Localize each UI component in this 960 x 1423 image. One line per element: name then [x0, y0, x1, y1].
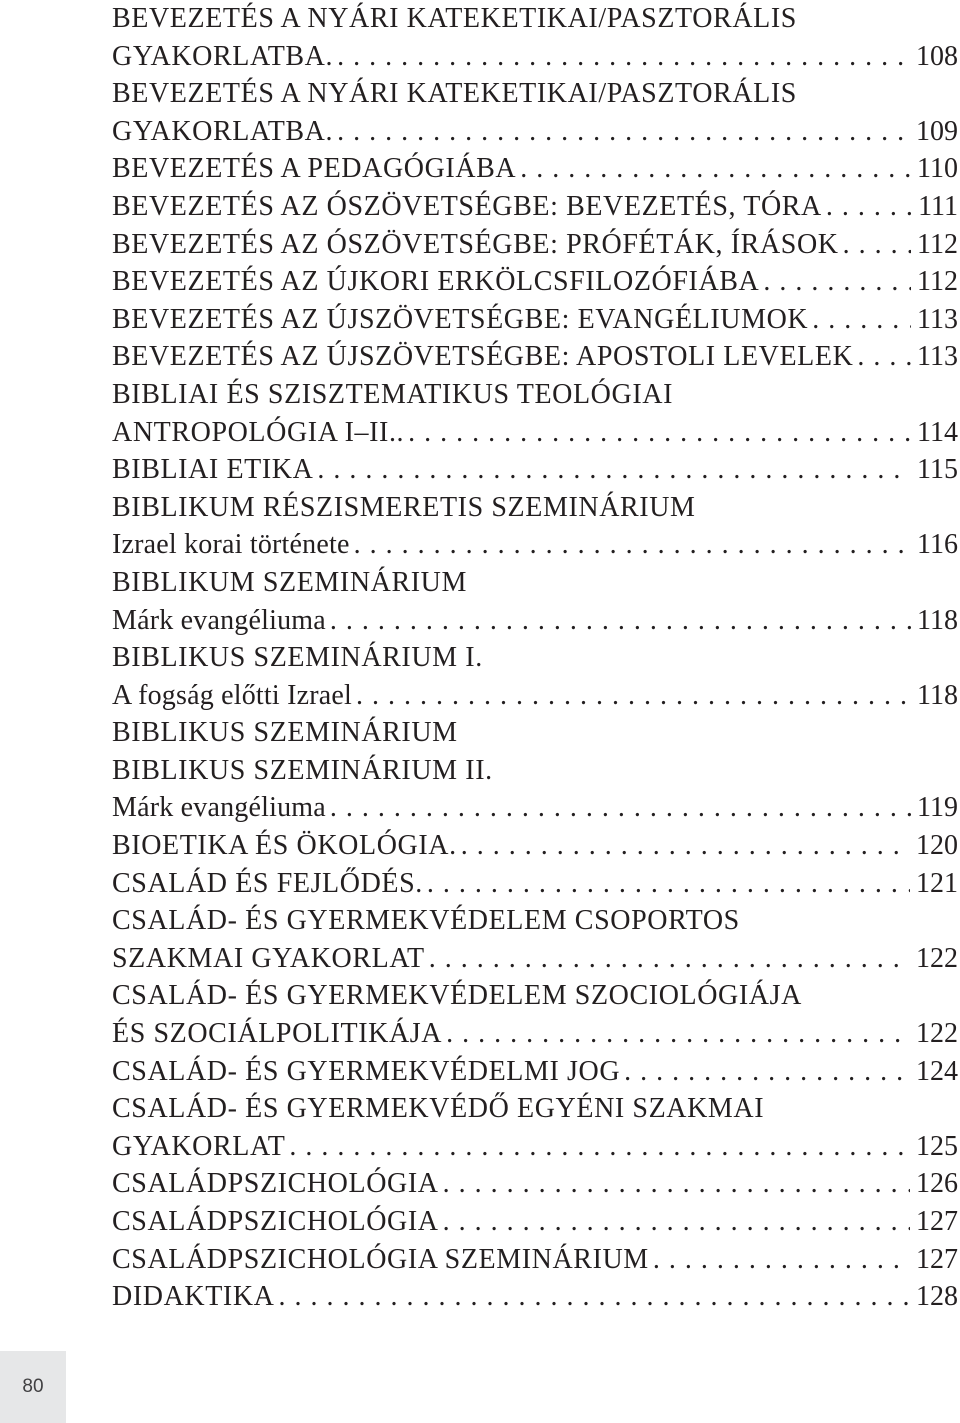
toc-line [112, 226, 960, 264]
toc-line [112, 1165, 960, 1203]
toc-entry-title: CSALÁDPSZICHOLÓGIA [112, 1206, 439, 1237]
toc-line [112, 38, 960, 76]
toc-page-number: 121 [916, 867, 958, 899]
toc-line [112, 564, 960, 602]
toc-entry-title: BEVEZETÉS AZ ÓSZÖVETSÉGBE: PRÓFÉTÁK, ÍRÁSOK [112, 228, 839, 260]
toc-line [112, 489, 960, 527]
dot-leader [457, 827, 910, 865]
dot-leader [853, 338, 911, 376]
toc-entry-title: BEVEZETÉS AZ ÓSZÖVETSÉGBE: BEVEZETÉS, TÓRA [112, 190, 822, 222]
toc-entry-title: BIBLIKUM SZEMINÁRIUM [112, 566, 467, 598]
toc-page-number: 110 [917, 153, 958, 185]
toc-line [112, 1203, 960, 1241]
toc-line [112, 1241, 960, 1279]
toc-line [112, 526, 960, 564]
dot-leader [326, 602, 911, 640]
toc-line [112, 752, 960, 790]
toc-entry-title: BEVEZETÉS AZ ÚJSZÖVETSÉGBE: EVANGÉLIUMOK [112, 303, 809, 335]
toc-line [112, 1053, 960, 1091]
dot-leader [333, 113, 910, 151]
toc-entry-title: BIBLIAI ETIKA [112, 454, 314, 486]
dot-leader [425, 940, 910, 978]
toc-entry-title: Márk evangéliuma [112, 792, 326, 824]
toc-entry-title: DIDAKTIKA [112, 1281, 275, 1313]
toc-entry-title: GYAKORLATBA. [112, 40, 334, 72]
toc-entry-title: CSALÁD- ÉS GYERMEKVÉDELEM SZOCIOLÓGIÁJA [112, 980, 802, 1012]
toc-entry-title: CSALÁD- ÉS GYERMEKVÉDELMI JOG [112, 1055, 621, 1087]
toc-page-number: 118 [917, 604, 958, 636]
toc-line [112, 714, 960, 752]
toc-line [112, 263, 960, 301]
toc-page-number: 108 [916, 40, 958, 72]
toc-entry-title: CSALÁDPSZICHOLÓGIA SZEMINÁRIUM [112, 1243, 649, 1275]
dot-leader [326, 789, 911, 827]
toc-entry-title: BIOETIKA ÉS ÖKOLÓGIA. [112, 830, 457, 862]
toc-entry-title: BIBLIKUM RÉSZISMERETIS SZEMINÁRIUM [112, 491, 696, 523]
dot-leader [620, 1053, 910, 1091]
toc-page-number: 126 [916, 1168, 958, 1200]
dot-leader [442, 1015, 910, 1053]
toc-entry-title: BIBLIAI ÉS SZISZTEMATIKUS TEOLÓGIAI [112, 378, 673, 410]
dot-leader [285, 1128, 910, 1166]
dot-leader [423, 865, 910, 903]
toc-line [112, 639, 960, 677]
toc-line [112, 301, 960, 339]
toc-page-number: 122 [916, 942, 958, 974]
toc-entry-title: BEVEZETÉS AZ ÚJKORI ERKÖLCSFILOZÓFIÁBA [112, 266, 760, 298]
toc-entry-title: BEVEZETÉS AZ ÚJSZÖVETSÉGBE: APOSTOLI LEVELEK [112, 341, 854, 373]
toc-page-number: 127 [916, 1206, 958, 1237]
toc-line [112, 1015, 960, 1053]
toc-line [112, 376, 960, 414]
toc-entry-title: BEVEZETÉS A PEDAGÓGIÁBA [112, 153, 517, 185]
toc-line [112, 414, 960, 452]
toc-line [112, 602, 960, 640]
dot-leader [516, 150, 911, 188]
toc-line [112, 188, 960, 226]
toc-entry-title: A fogság előtti Izrael [112, 679, 352, 711]
toc-entry-title: BIBLIKUS SZEMINÁRIUM I. [112, 642, 483, 674]
toc-line [112, 1090, 960, 1128]
toc-line [112, 977, 960, 1015]
toc-page-number: 114 [917, 416, 958, 448]
toc-page-number: 112 [917, 266, 958, 298]
page-number: 80 [22, 1376, 44, 1397]
toc-entry-title: ANTROPOLÓGIA I–II.. [112, 416, 405, 448]
toc-page-number: 111 [918, 190, 958, 222]
toc-page-number: 112 [917, 228, 958, 260]
toc-line [112, 1128, 960, 1166]
toc-line [112, 940, 960, 978]
dot-leader [839, 226, 911, 264]
toc-page-number: 109 [916, 115, 958, 147]
toc-entry-title: BEVEZETÉS A NYÁRI KATEKETIKAI/PASZTORÁLIS [112, 3, 797, 34]
dot-leader [439, 1203, 910, 1241]
toc-page-number: 119 [917, 792, 958, 824]
dot-leader [822, 188, 912, 226]
toc-page-number: 122 [916, 1018, 958, 1050]
table-of-contents [112, 0, 960, 1316]
dot-leader [439, 1165, 910, 1203]
toc-line [112, 865, 960, 903]
toc-line [112, 0, 960, 38]
toc-entry-title: BEVEZETÉS A NYÁRI KATEKETIKAI/PASZTORÁLIS [112, 78, 797, 110]
toc-line [112, 902, 960, 940]
dot-leader [404, 414, 911, 452]
toc-page-number: 116 [917, 529, 958, 561]
toc-entry-title: GYAKORLATBA. [112, 115, 334, 147]
toc-entry-title: BIBLIKUS SZEMINÁRIUM [112, 717, 458, 749]
toc-entry-title: GYAKORLAT [112, 1130, 286, 1162]
dot-leader [274, 1278, 910, 1316]
toc-page-number: 120 [916, 830, 958, 862]
toc-page-number: 113 [917, 303, 958, 335]
toc-line [112, 1278, 960, 1316]
dot-leader [313, 451, 911, 489]
dot-leader [333, 38, 910, 76]
toc-page-number: 115 [917, 454, 958, 486]
dot-leader [759, 263, 911, 301]
toc-line [112, 451, 960, 489]
toc-entry-title: CSALÁDPSZICHOLÓGIA [112, 1168, 439, 1200]
toc-line [112, 150, 960, 188]
toc-line [112, 113, 960, 151]
toc-page-number: 118 [917, 679, 958, 711]
toc-line [112, 75, 960, 113]
toc-entry-title: SZAKMAI GYAKORLAT [112, 942, 425, 974]
toc-line [112, 827, 960, 865]
toc-page-number: 124 [916, 1055, 958, 1087]
toc-line [112, 677, 960, 715]
toc-page-number: 113 [917, 341, 958, 373]
toc-entry-title: Izrael korai története [112, 529, 350, 561]
toc-entry-title: CSALÁD- ÉS GYERMEKVÉDELEM CSOPORTOS [112, 905, 740, 937]
page-number-box [0, 1351, 66, 1423]
toc-entry-title: BIBLIKUS SZEMINÁRIUM II. [112, 754, 493, 786]
toc-entry-title: ÉS SZOCIÁLPOLITIKÁJA [112, 1018, 443, 1050]
toc-page-number: 125 [916, 1130, 958, 1162]
toc-page-number: 128 [916, 1281, 958, 1313]
dot-leader [350, 526, 911, 564]
toc-page-number: 127 [916, 1243, 958, 1275]
toc-line [112, 338, 960, 376]
toc-entry-title: CSALÁD ÉS FEJLŐDÉS. [112, 867, 423, 899]
dot-leader [649, 1241, 910, 1279]
toc-entry-title: Márk evangéliuma [112, 604, 326, 636]
dot-leader [808, 301, 911, 339]
toc-line [112, 789, 960, 827]
toc-entry-title: CSALÁD- ÉS GYERMEKVÉDŐ EGYÉNI SZAKMAI [112, 1093, 765, 1125]
dot-leader [352, 677, 911, 715]
